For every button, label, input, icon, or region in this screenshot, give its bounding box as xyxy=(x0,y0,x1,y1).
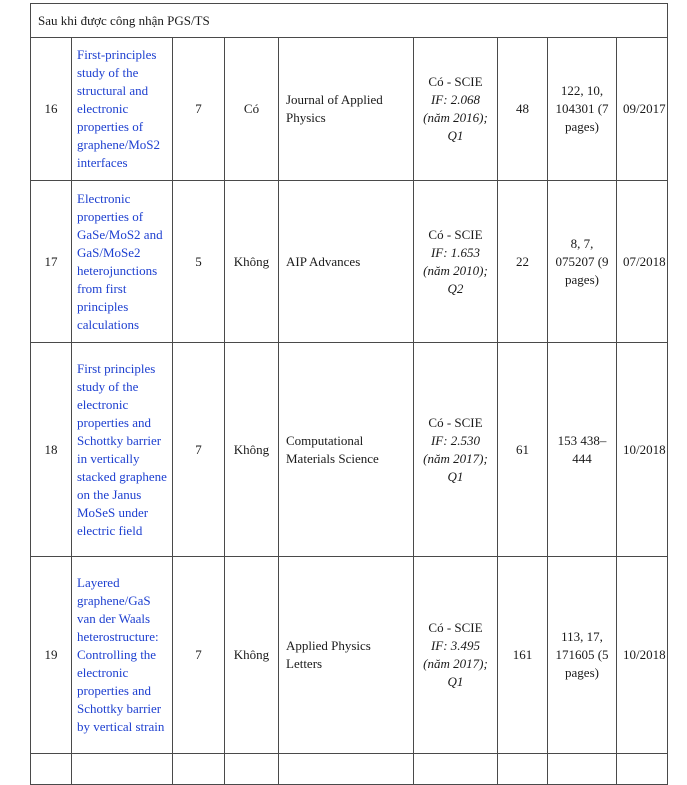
impact-factor: IF: 2.068 xyxy=(430,92,481,107)
section-header-row xyxy=(31,4,668,38)
quartile: Q2 xyxy=(447,280,464,296)
section-header: Sau khi được công nhận PGS/TS xyxy=(31,4,668,38)
publish-date: 10/2018 xyxy=(617,557,668,754)
table-row xyxy=(31,181,668,343)
paper-title-link[interactable]: Layered graphene/GaS van der Waals heterostructure: Controlling the electronic properties and Schottky barrier by vertical strain xyxy=(77,575,165,734)
row-number: 18 xyxy=(31,343,72,557)
index-label: Có - SCIE xyxy=(428,226,483,242)
citation-count: 48 xyxy=(498,38,548,181)
impact-factor: IF: 2.530 xyxy=(430,432,481,448)
citation-count: 61 xyxy=(498,343,548,557)
table-row xyxy=(31,343,668,557)
index-info xyxy=(414,38,498,181)
empty-cell xyxy=(279,754,414,785)
empty-cell xyxy=(617,754,668,785)
index-year: (năm 2010); xyxy=(423,262,488,278)
author-count: 7 xyxy=(173,557,225,754)
empty-cell xyxy=(72,754,173,785)
author-count: 7 xyxy=(173,343,225,557)
index-info xyxy=(414,343,498,557)
row-number: 17 xyxy=(31,181,72,343)
empty-cell xyxy=(31,754,72,785)
volume-pages: 122, 10, 104301 (7 pages) xyxy=(548,38,617,181)
index-info xyxy=(414,557,498,754)
index-label: Có - SCIE xyxy=(428,74,483,89)
volume-pages: 153 438–444 xyxy=(548,343,617,557)
index-year: (năm 2017); xyxy=(423,450,488,466)
journal-name: Applied Physics Letters xyxy=(279,557,414,754)
main-author: Không xyxy=(225,343,279,557)
empty-cell xyxy=(173,754,225,785)
journal-name: AIP Advances xyxy=(279,181,414,343)
impact-factor: IF: 3.495 xyxy=(430,638,481,653)
quartile: Q1 xyxy=(447,128,464,143)
empty-cell xyxy=(498,754,548,785)
empty-cell xyxy=(548,754,617,785)
index-year: (năm 2017); xyxy=(423,656,488,671)
volume-pages: 113, 17, 171605 (5 pages) xyxy=(548,557,617,754)
paper-title-link[interactable]: First-principles study of the structural and electronic properties of graphene/MoS2 interfaces xyxy=(77,47,161,170)
index-label: Có - SCIE xyxy=(428,620,483,635)
empty-cell xyxy=(225,754,279,785)
row-number: 16 xyxy=(31,38,72,181)
paper-title-link[interactable]: Electronic properties of GaSe/MoS2 and GaS/MoSe2 heterojunctions from first principles calculations xyxy=(77,190,163,332)
volume-pages: 8, 7, 075207 (9 pages) xyxy=(548,181,617,343)
publications-table xyxy=(30,3,668,785)
citation-count: 161 xyxy=(498,557,548,754)
author-count: 7 xyxy=(173,38,225,181)
table-row-partial xyxy=(31,754,668,785)
empty-cell xyxy=(414,754,498,785)
index-label: Có - SCIE xyxy=(428,414,483,430)
table-row xyxy=(31,557,668,754)
main-author: Không xyxy=(225,181,279,343)
journal-name: Journal of Applied Physics xyxy=(279,38,414,181)
publish-date: 07/2018 xyxy=(617,181,668,343)
row-number: 19 xyxy=(31,557,72,754)
impact-factor: IF: 1.653 xyxy=(430,244,481,260)
paper-title-link[interactable]: First principles study of the electronic properties and Schottky barrier in vertically stacked graphene on the Janus MoSeS under electric field xyxy=(77,360,167,538)
publish-date: 10/2018 xyxy=(617,343,668,557)
main-author: Có xyxy=(225,38,279,181)
index-year: (năm 2016); xyxy=(423,110,488,125)
citation-count: 22 xyxy=(498,181,548,343)
quartile: Q1 xyxy=(447,674,464,689)
main-author: Không xyxy=(225,557,279,754)
journal-name: Computational Materials Science xyxy=(279,343,414,557)
index-info xyxy=(414,181,498,343)
table-row xyxy=(31,38,668,181)
author-count: 5 xyxy=(173,181,225,343)
publish-date: 09/2017 xyxy=(617,38,668,181)
quartile: Q1 xyxy=(447,468,464,484)
